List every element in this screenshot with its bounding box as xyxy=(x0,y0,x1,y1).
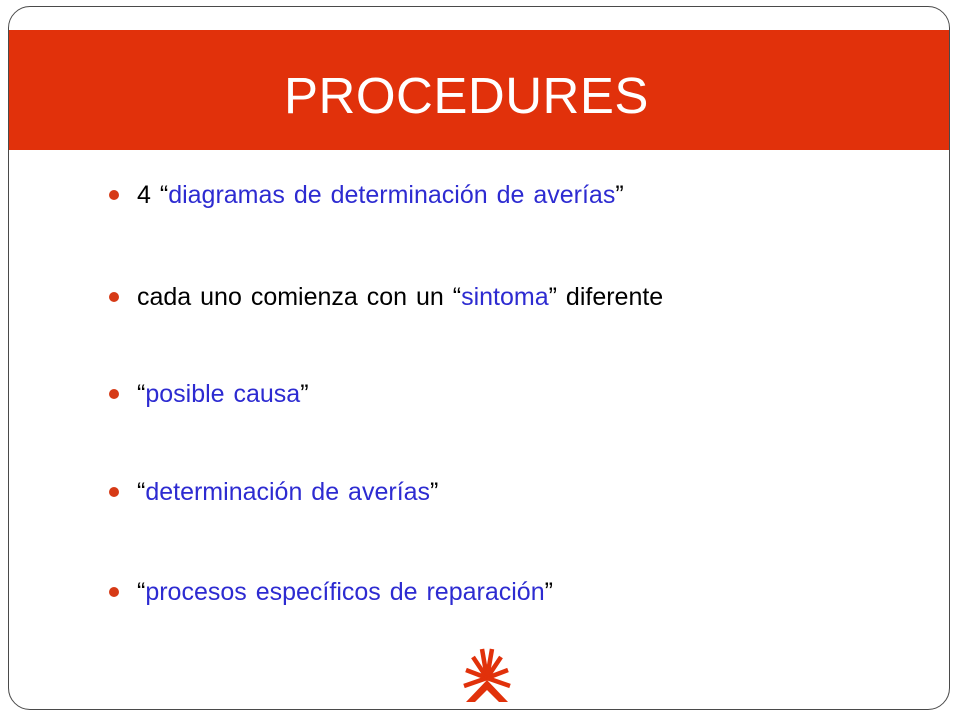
bullet-item xyxy=(109,472,929,512)
bullet-dot-icon xyxy=(109,487,119,497)
bullet-dot-icon xyxy=(109,190,119,200)
bullet-text-plain: “ xyxy=(137,478,146,506)
bullet-text-plain: ” xyxy=(300,380,309,408)
bullet-text-highlight: diagramas de determinación de averías xyxy=(168,181,616,209)
bullet-item xyxy=(109,277,929,317)
bullet-text-plain: ” diferente xyxy=(548,283,664,311)
bullet-text-plain: ” xyxy=(615,181,624,209)
bullet-text-highlight: procesos específicos de reparación xyxy=(145,578,545,606)
bullet-text-highlight: sintoma xyxy=(461,283,549,311)
bullet-text-plain: ” xyxy=(430,478,439,506)
bullet-text xyxy=(137,277,663,317)
bullet-text-highlight: posible causa xyxy=(145,380,301,408)
bullet-text-highlight: determinación de averías xyxy=(145,478,431,506)
bullet-text-plain: “ xyxy=(137,578,146,606)
sunburst-logo-icon xyxy=(458,646,516,704)
bullet-text xyxy=(137,572,553,612)
bullet-text xyxy=(137,175,624,215)
bullet-dot-icon xyxy=(109,292,119,302)
bullet-text-plain: cada uno comienza con un “ xyxy=(137,283,462,311)
slide-title: PROCEDURES xyxy=(284,67,649,124)
bullet-dot-icon xyxy=(109,389,119,399)
bullet-text xyxy=(137,374,309,414)
bullet-text-plain: “ xyxy=(137,380,146,408)
bullet-text-plain: ” xyxy=(544,578,553,606)
bullet-item xyxy=(109,374,929,414)
bullet-text xyxy=(137,472,438,512)
bullet-text-plain: 4 “ xyxy=(137,181,169,209)
bullet-dot-icon xyxy=(109,587,119,597)
bullet-item xyxy=(109,175,929,215)
bullet-item xyxy=(109,572,929,612)
